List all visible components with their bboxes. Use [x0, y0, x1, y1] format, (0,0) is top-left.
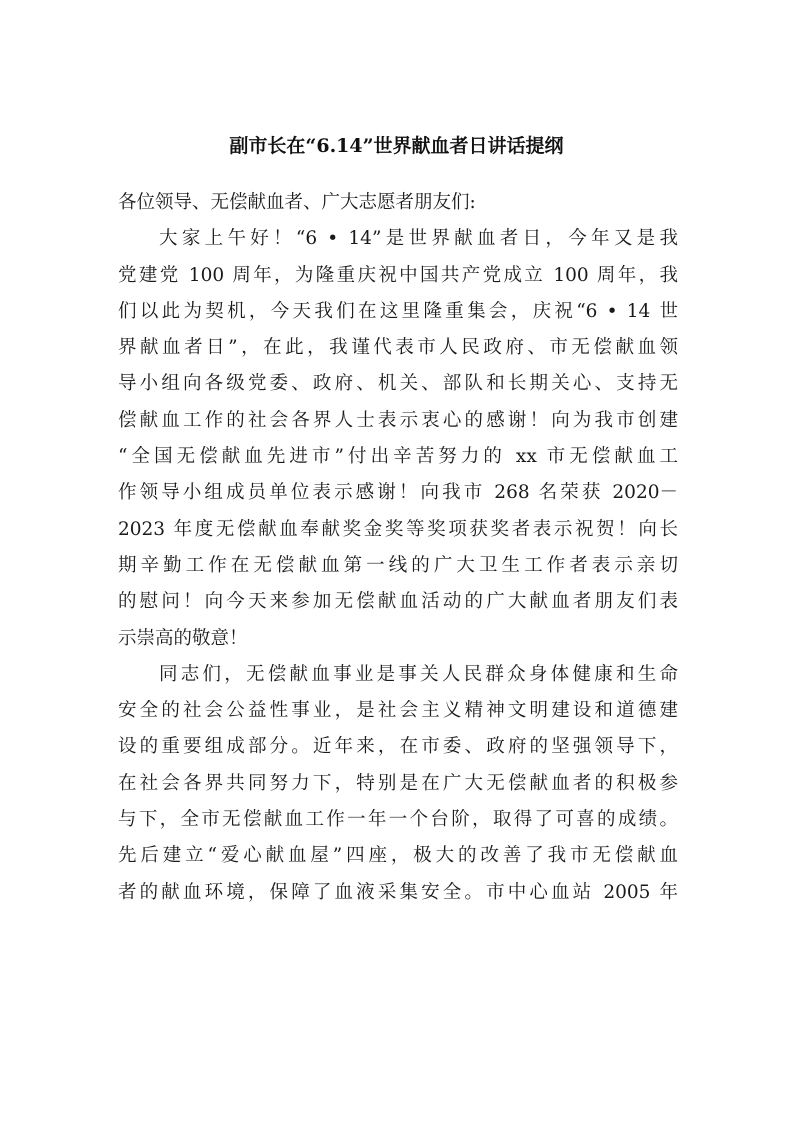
paragraph-line: 的慰问！向今天来参加无偿献血活动的广大献血者朋友们表 — [118, 591, 678, 613]
paragraph-line: 与下，全市无偿献血工作一年一个台阶，取得了可喜的成绩。 — [118, 809, 678, 831]
paragraph-line: 期辛勤工作在无偿献血第一线的广大卫生工作者表示亲切 — [118, 554, 678, 576]
paragraph-line: 们以此为契机，今天我们在这里隆重集会，庆祝“6 • 14 世 — [118, 300, 678, 322]
paragraph-line: 同志们，无偿献血事业是事关人民群众身体健康和生命 — [159, 663, 678, 685]
paragraph-line: 作领导小组成员单位表示感谢！向我市 268 名荣获 2020－ — [118, 482, 678, 504]
paragraph-line: 设的重要组成部分。近年来，在市委、政府的坚强领导下， — [118, 736, 678, 758]
paragraph-line: “全国无偿献血先进市”付出辛苦努力的 xx 市无偿献血工 — [118, 446, 678, 468]
paragraph-line: 导小组向各级党委、政府、机关、部队和长期关心、支持无 — [118, 373, 678, 395]
paragraph-line: 党建党 100 周年，为隆重庆祝中国共产党成立 100 周年，我 — [118, 264, 678, 286]
document-body — [118, 185, 678, 911]
salutation-line: 各位领导、无偿献血者、广大志愿者朋友们: — [118, 192, 476, 213]
document-title: 副市长在“6.14”世界献血者日讲话提纲 — [229, 135, 564, 157]
paragraph-line: 大家上午好！“6 • 14”是世界献血者日，今年又是我 — [159, 228, 678, 250]
paragraph-line: 界献血者日”，在此，我谨代表市人民政府、市无偿献血领 — [118, 337, 678, 359]
paragraph-line: 2023 年度无偿献血奉献奖金奖等奖项获奖者表示祝贺！向长 — [118, 518, 678, 540]
paragraph-line: 者的献血环境，保障了血液采集安全。市中心血站 2005 年 — [118, 881, 678, 903]
paragraph-line: 在社会各界共同努力下，特别是在广大无偿献血者的积极参 — [118, 772, 678, 794]
paragraph-line: 偿献血工作的社会各界人士表示衷心的感谢！向为我市创建 — [118, 409, 678, 431]
paragraph-line: 先后建立“爱心献血屋”四座，极大的改善了我市无偿献血 — [118, 845, 678, 867]
paragraph-line: 安全的社会公益性事业，是社会主义精神文明建设和道德建 — [118, 700, 678, 722]
paragraph-line: 示崇高的敬意！ — [118, 627, 248, 649]
